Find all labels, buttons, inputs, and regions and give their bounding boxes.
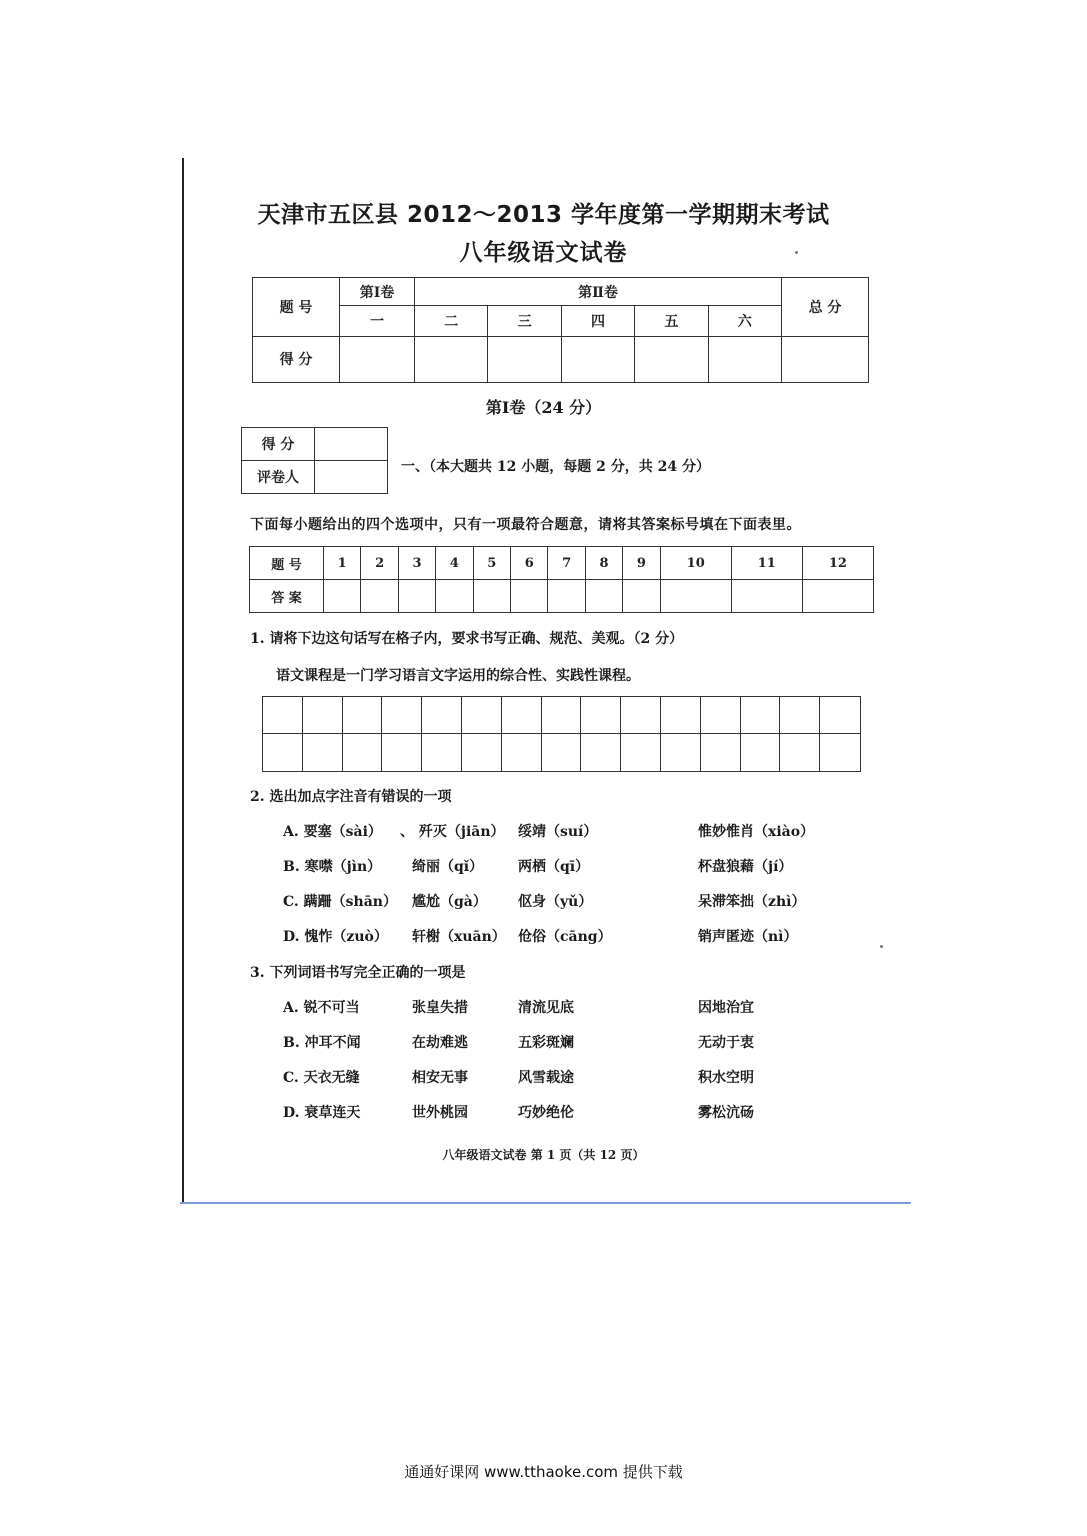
question-3-option: B. 冲耳不闻 [283,1035,361,1051]
score-col: 一 [340,306,415,336]
writing-cell[interactable] [343,734,383,771]
question-3-option: 巧妙绝伦 [518,1105,574,1121]
answer-cell[interactable] [324,580,361,613]
scan-edge-left [182,158,184,1203]
question-2-option: A. 要塞（sài） [283,824,382,840]
answer-number: 8 [585,547,622,580]
score-cell[interactable] [561,336,634,382]
answer-cell[interactable] [660,580,731,613]
question-2-option: 伧俗（cāng） [518,929,612,945]
score-row-defen: 得 分 [253,336,340,382]
score-cell[interactable] [340,336,415,382]
answer-number: 1 [324,547,361,580]
answer-number: 10 [660,547,731,580]
writing-cell[interactable] [780,734,820,771]
writing-cell[interactable] [581,734,621,771]
question-2-option: B. 寒噤（jìn） [283,859,382,875]
answer-table [249,546,874,613]
score-col: 三 [488,306,561,336]
writing-cell[interactable] [382,697,422,734]
question-2-option: 绥靖（suí） [518,824,598,840]
score-col: 六 [708,306,781,336]
question-3-option: 张皇失措 [412,1000,468,1016]
score-header-tihao: 题 号 [253,278,340,337]
writing-cell[interactable] [701,697,741,734]
writing-cell[interactable] [422,697,462,734]
answer-cell[interactable] [473,580,510,613]
question-1-sentence: 语文课程是一门学习语言文字运用的综合性、实践性课程。 [276,668,640,684]
question-3-option: 无动于衷 [698,1035,754,1051]
instruction-text: 下面每小题给出的四个选项中，只有一项最符合题意，请将其答案标号填在下面表里。 [250,517,801,533]
question-2-title: 2. 选出加点字注音有错误的一项 [250,789,452,805]
question-2-option: 、 歼灭（jiān） [400,824,505,840]
answer-number: 12 [802,547,873,580]
page-footer: 八年级语文试卷 第 1 页（共 12 页） [442,1148,645,1162]
score-cell[interactable] [415,336,488,382]
answer-number: 6 [511,547,548,580]
scan-speck [880,945,883,948]
answer-number: 11 [731,547,802,580]
writing-cell[interactable] [343,697,383,734]
question-3-option: 五彩斑斓 [518,1035,574,1051]
writing-cell[interactable] [542,734,582,771]
grade-label-pingjuanren: 评卷人 [242,461,315,494]
question-3-option: 清流见底 [518,1000,574,1016]
exam-subtitle: 八年级语文试卷 [459,240,628,266]
question-2-option: 销声匿迹（nì） [698,929,798,945]
grade-label-defen: 得 分 [242,428,315,461]
score-col: 四 [561,306,634,336]
score-col: 二 [415,306,488,336]
writing-cell[interactable] [303,734,343,771]
answer-header-daan: 答 案 [250,580,324,613]
question-3-option: 在劫难逃 [412,1035,468,1051]
score-header-total: 总 分 [782,278,869,337]
answer-cell[interactable] [802,580,873,613]
question-3-title: 3. 下列词语书写完全正确的一项是 [250,965,466,981]
writing-cell[interactable] [263,697,303,734]
question-2-option: 轩榭（xuān） [412,929,506,945]
writing-cell[interactable] [820,697,860,734]
question-3-option: 积水空明 [698,1070,754,1086]
question-2-option: 呆滞笨拙（zhì） [698,894,806,910]
answer-number: 4 [436,547,473,580]
question-3-option: C. 天衣无缝 [283,1070,360,1086]
grade-box [241,427,388,494]
writing-cell[interactable] [422,734,462,771]
answer-number: 2 [361,547,398,580]
grade-cell[interactable] [315,461,388,494]
question-3-option: 世外桃园 [412,1105,468,1121]
answer-cell[interactable] [731,580,802,613]
score-header-juan2: 第Ⅱ卷 [415,278,782,306]
score-cell[interactable] [488,336,561,382]
writing-cell[interactable] [462,697,502,734]
answer-cell[interactable] [398,580,435,613]
site-footer: 通通好课网 www.tthaoke.com 提供下载 [404,1463,683,1481]
answer-cell[interactable] [361,580,398,613]
question-2-option: 绮丽（qǐ） [412,859,484,875]
question-3-option: 雾松沆砀 [698,1105,754,1121]
writing-cell[interactable] [502,734,542,771]
writing-cell[interactable] [741,697,781,734]
grade-cell[interactable] [315,428,388,461]
answer-cell[interactable] [511,580,548,613]
question-2-option: 伛身（yǔ） [518,894,593,910]
writing-cell[interactable] [780,697,820,734]
question-2-option: C. 蹒跚（shān） [283,894,397,910]
answer-cell[interactable] [436,580,473,613]
answer-header-tihao: 题 号 [250,547,324,580]
writing-cell[interactable] [621,734,661,771]
writing-cell[interactable] [542,697,582,734]
answer-cell[interactable] [548,580,585,613]
question-2-option: 杯盘狼藉（jí） [698,859,793,875]
writing-cell[interactable] [621,697,661,734]
writing-cell[interactable] [581,697,621,734]
answer-cell[interactable] [623,580,660,613]
question-3-option: A. 锐不可当 [283,1000,360,1016]
question-2-option: 两栖（qī） [518,859,590,875]
answer-cell[interactable] [585,580,622,613]
question-3-option: 因地治宜 [698,1000,754,1016]
writing-cell[interactable] [303,697,343,734]
score-table [252,277,869,383]
scan-edge-bottom [180,1202,911,1204]
writing-cell[interactable] [741,734,781,771]
question-3-option: D. 衰草连天 [283,1105,361,1121]
question-section-heading: 一、（本大题共 12 小题，每题 2 分，共 24 分） [401,459,710,475]
exam-title: 天津市五区县 2012～2013 学年度第一学期期末考试 [257,202,830,228]
question-3-option: 相安无事 [412,1070,468,1086]
score-cell-total[interactable] [782,336,869,382]
answer-number: 5 [473,547,510,580]
writing-cell[interactable] [263,734,303,771]
score-header-juan1: 第Ⅰ卷 [340,278,415,306]
section-title: 第Ⅰ卷（24 分） [485,398,602,417]
question-1-title: 1. 请将下边这句话写在格子内，要求书写正确、规范、美观。（2 分） [250,631,684,647]
writing-cell[interactable] [382,734,422,771]
answer-number: 3 [398,547,435,580]
writing-cell[interactable] [661,697,701,734]
score-col: 五 [635,306,708,336]
question-2-option: D. 愧怍（zuò） [283,929,388,945]
writing-grid[interactable] [262,696,861,772]
score-cell[interactable] [708,336,781,382]
question-2-option: 惟妙惟肖（xiào） [698,824,815,840]
question-2-option: 尴尬（gà） [412,894,487,910]
writing-cell[interactable] [820,734,860,771]
writing-cell[interactable] [462,734,502,771]
answer-number: 9 [623,547,660,580]
writing-cell[interactable] [502,697,542,734]
writing-cell[interactable] [701,734,741,771]
score-cell[interactable] [635,336,708,382]
question-3-option: 风雪载途 [518,1070,574,1086]
answer-number: 7 [548,547,585,580]
writing-cell[interactable] [661,734,701,771]
